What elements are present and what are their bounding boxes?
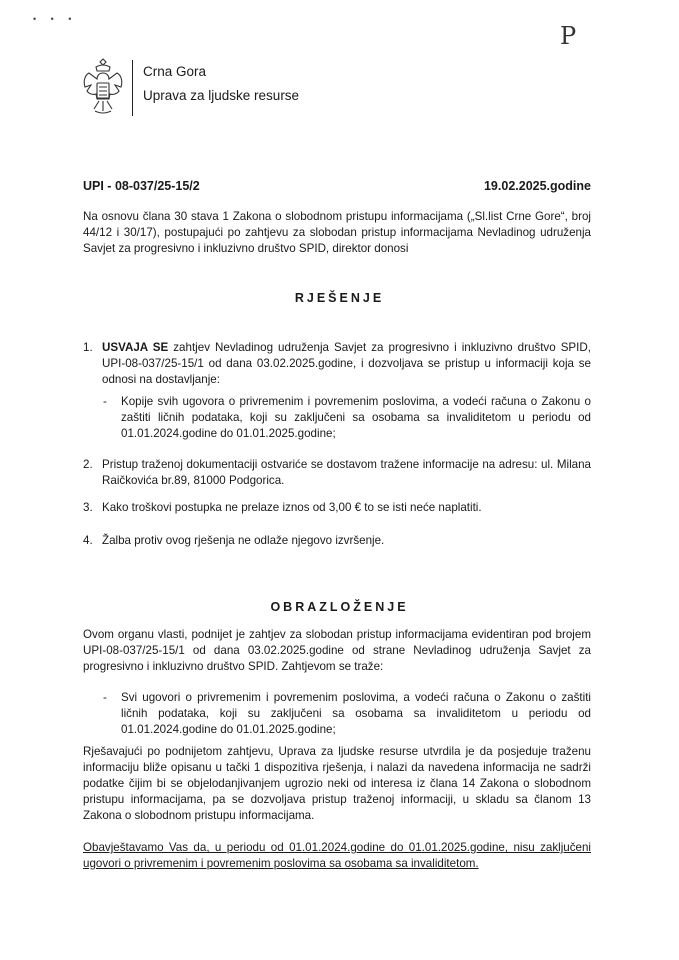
reference-number: UPI - 08-037/25-15/2: [83, 179, 200, 193]
decision-item-3: [83, 500, 591, 516]
sub-item-text: Kopije svih ugovora o privremenim i povremenim poslovima, a vodeći računa o Zakonu o zaštiti ličnih podataka, koji su zaključeni sa osobama sa invaliditetom u periodu od 01.01.2024.godine do 01.01.2025.godine;: [121, 395, 591, 440]
scan-marks: • • •: [33, 14, 78, 24]
item-text: zahtjev Nevladinog udruženja Savjet za progresivno i inkluzivno društvo SPID, UPI-08-037/25-15/1 od dana 03.02.2025.godine, i dozvoljava se pristup u informaciji koja se odnosi na dostavljanje:: [102, 341, 591, 386]
authority-name: Uprava za ljudske resurse: [143, 88, 300, 103]
intro-paragraph: Na osnovu člana 30 stava 1 Zakona o slobodnom pristupu informacijama („Sl.list Crne Gore“, broj 44/12 i 30/17), postupajući po zahtjevu za slobodan pristup informacijama Nevladinog udruženja Savjet za progresivno i inkluzivno društvo SPID, direktor donosi: [83, 210, 591, 255]
item-number: 2.: [83, 458, 93, 471]
item-number: 1.: [83, 341, 93, 354]
item-text: Kako troškovi postupka ne prelaze iznos od 3,00 € to se isti neće naplatiti.: [102, 501, 482, 514]
reasoning-paragraph-2: Rješavajući po podnijetom zahtjevu, Uprava za ljudske resurse utvrdila je da posjeduje traženu informaciju bliže opisanu u tački 1 dispozitiva rješenja, i nalazi da navedena informacija ne sadrži podatke čijim bi se objelodanjivanjem ugrozio neki od interesa iz člana 14 Zakona o slobodnom pristupu informacijama, pa se dozvoljava pristup traženoj informaciji, u skladu sa članom 13 Zakona o slobodnom pristupu informacijama.: [83, 745, 591, 822]
reasoning-heading: OBRAZLOŽENJE: [270, 600, 409, 614]
header-divider: [132, 60, 133, 116]
item-text: Žalba protiv ovog rješenja ne odlaže njegovo izvršenje.: [102, 534, 385, 547]
item-text: Pristup traženoj dokumentaciji ostvariće se dostavom tražene informacije na adresu: ul. Milana Raičkovića br.89, 81000 Podgorica.: [102, 458, 591, 487]
document-date: 19.02.2025.godine: [483, 179, 591, 193]
decision-item-1: [83, 340, 591, 388]
reasoning-paragraph-3: Obavještavamo Vas da, u periodu od 01.01.2024.godine do 01.01.2025.godine, nisu zaključeni ugovori o privremenim i povremenim poslovima sa osobama sa invaliditetom.: [83, 841, 591, 870]
decision-heading: RJEŠENJE: [294, 291, 385, 305]
decision-item-2: [83, 457, 591, 489]
decision-item-4: [83, 533, 591, 549]
item-emphasis: USVAJA SE: [102, 341, 169, 354]
country-name: Crna Gora: [143, 64, 207, 79]
coat-of-arms-icon: [80, 57, 126, 119]
item-number: 3.: [83, 501, 93, 514]
decision-sub-item: - Kopije svih ugovora o privremenim i povremenim poslovima, a vodeći računa o Zakonu o zaštiti ličnih podataka, koji su zaključeni sa osobama sa invaliditetom u periodu od 01.01.2024.godine do 01.01.2025.godine;: [103, 395, 591, 440]
reasoning-paragraph-1: Ovom organu vlasti, podnijet je zahtjev za slobodan pristup informacijama evidentiran pod brojem UPI-08-037/25-15/1 od dana 03.02.2025.godine od strane Nevladinog udruženja Savjet za progresivno i inkluzivno društvo SPID. Zahtjevom se traže:: [83, 628, 591, 673]
handwritten-mark: P: [560, 22, 577, 50]
reasoning-sub-item: - Svi ugovori o privremenim i povremenim poslovima, a vodeći računa o Zakonu o zaštiti ličnih podataka, koji su zaključeni sa osobama sa invaliditetom u periodu od 01.01.2024.godine do 01.01.2025.godine;: [103, 691, 591, 736]
sub-item-text: Svi ugovori o privremenim i povremenim poslovima, a vodeći računa o Zakonu o zaštiti ličnih podataka, koji su zaključeni sa osobama sa invaliditetom u periodu od 01.01.2024.godine do 01.01.2025.godine;: [121, 691, 591, 736]
item-number: 4.: [83, 534, 93, 547]
